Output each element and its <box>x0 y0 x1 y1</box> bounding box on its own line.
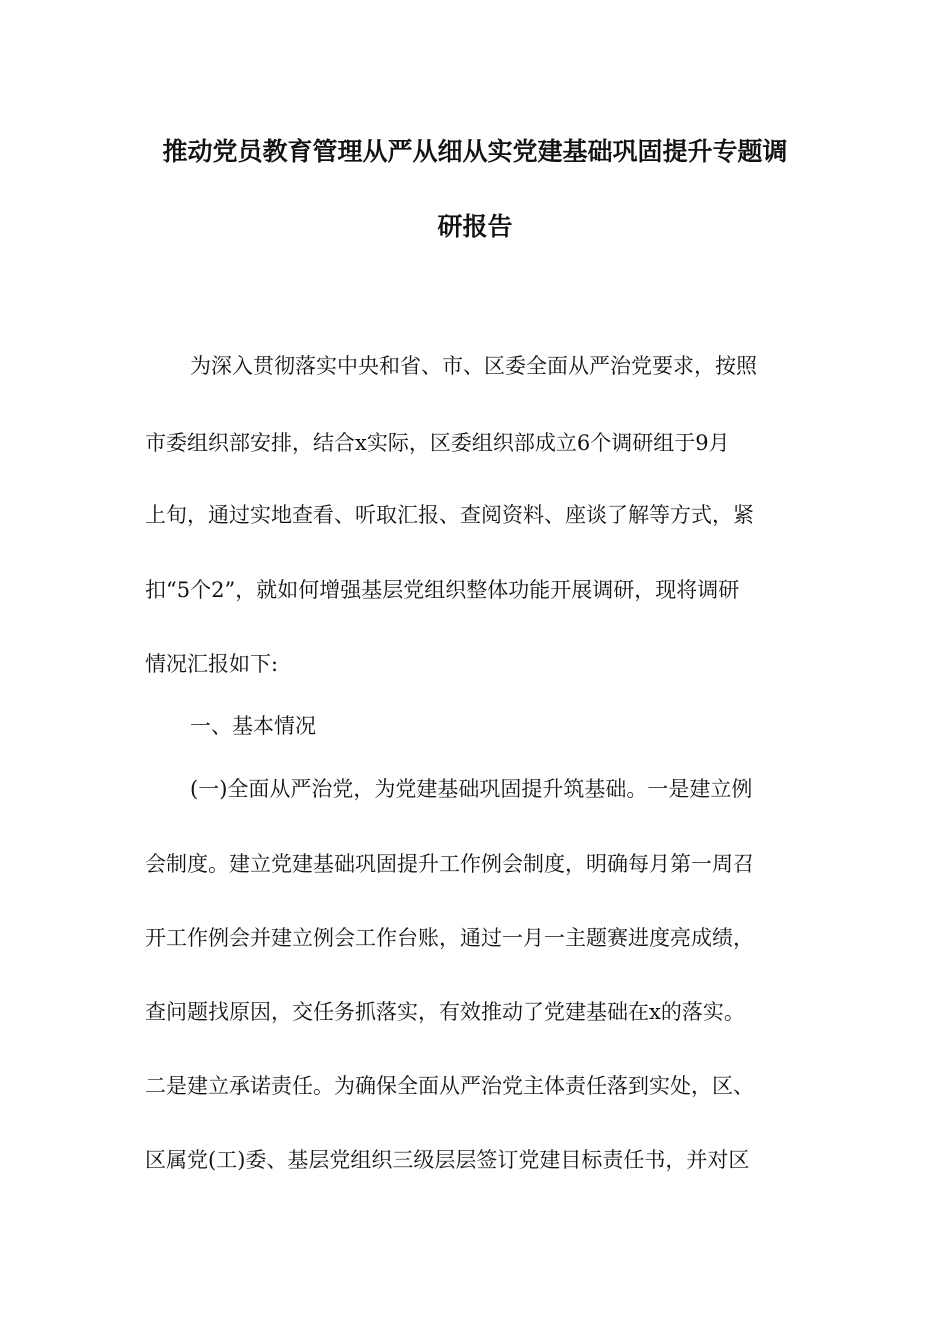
section-heading: 一、基本情况 <box>190 714 316 738</box>
paragraph-line-4: 扣“5个2”，就如何增强基层党组织整体功能开展调研，现将调研 <box>145 578 740 602</box>
title-line-1: 推动党员教育管理从严从细从实党建基础巩固提升专题调 <box>162 137 788 166</box>
paragraph-line-1: 为深入贯彻落实中央和省、市、区委全面从严治党要求，按照 <box>190 354 757 378</box>
paragraph-line-10: 二是建立承诺责任。为确保全面从严治党主体责任落到实处，区、 <box>145 1074 754 1098</box>
title-line-2: 研报告 <box>437 212 513 241</box>
paragraph-line-9: 查问题找原因，交任务抓落实，有效推动了党建基础在x的落实。 <box>145 1000 745 1024</box>
paragraph-line-7: 会制度。建立党建基础巩固提升工作例会制度，明确每月第一周召 <box>145 852 754 876</box>
paragraph-line-2: 市委组织部安排，结合x实际，区委组织部成立6个调研组于9月 <box>145 431 730 455</box>
paragraph-line-11: 区属党(工)委、基层党组织三级层层签订党建目标责任书，并对区 <box>145 1148 750 1172</box>
paragraph-line-3: 上旬，通过实地查看、听取汇报、查阅资料、座谈了解等方式，紧 <box>145 503 754 527</box>
paragraph-line-6: (一)全面从严治党，为党建基础巩固提升筑基础。一是建立例 <box>190 777 753 801</box>
paragraph-line-5: 情况汇报如下: <box>145 652 279 676</box>
paragraph-line-8: 开工作例会并建立例会工作台账，通过一月一主题赛进度亮成绩， <box>145 926 754 950</box>
